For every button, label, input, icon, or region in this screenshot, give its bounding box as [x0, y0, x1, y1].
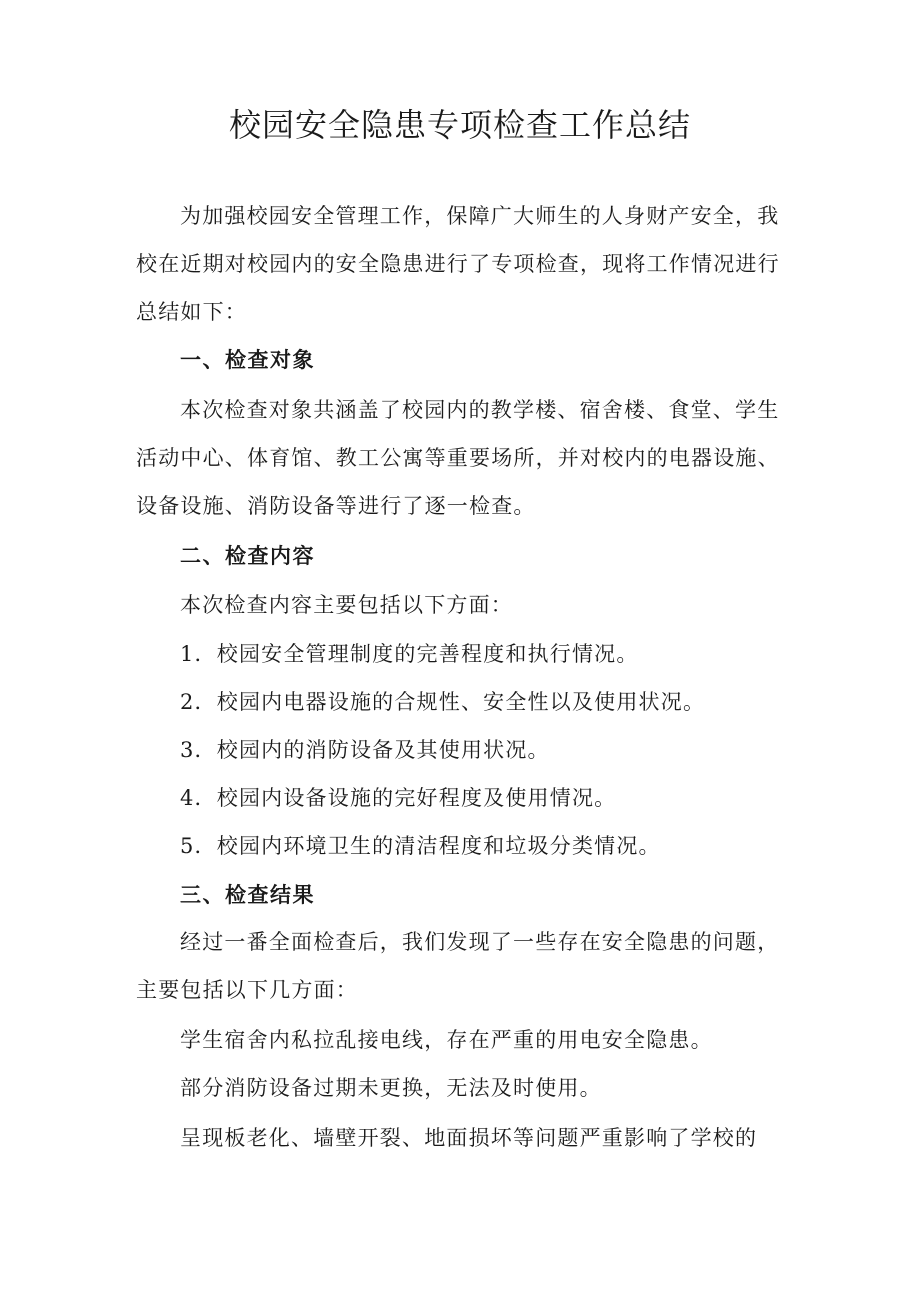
section1-paragraph: 本次检查对象共涵盖了校园内的教学楼、宿舍楼、食堂、学生活动中心、体育馆、教工公寓等重要场所，并对校内的电器设施、设备设施、消防设备等进行了逐一检查。	[136, 398, 780, 518]
finding-item: 呈现板老化、墙壁开裂、地面损坏等问题严重影响了学校的	[180, 1126, 758, 1150]
section-heading-3: 三、检查结果	[180, 883, 315, 907]
list-item: 5．校园内环境卫生的清洁程度和垃圾分类情况。	[180, 834, 661, 858]
intro-paragraph: 为加强校园安全管理工作，保障广大师生的人身财产安全，我校在近期对校园内的安全隐患进行了专项检查，现将工作情况进行总结如下：	[136, 204, 780, 324]
document-title: 校园安全隐患专项检查工作总结	[228, 106, 691, 144]
section-heading-2: 二、检查内容	[180, 544, 315, 568]
list-item: 1．校园安全管理制度的完善程度和执行情况。	[180, 642, 639, 666]
finding-item: 部分消防设备过期未更换，无法及时使用。	[180, 1076, 602, 1100]
list-item: 4．校园内设备设施的完好程度及使用情况。	[180, 786, 617, 810]
section3-lead: 经过一番全面检查后，我们发现了一些存在安全隐患的问题，主要包括以下几方面：	[136, 930, 780, 1002]
section2-lead: 本次检查内容主要包括以下方面：	[180, 593, 513, 617]
finding-item: 学生宿舍内私拉乱接电线，存在严重的用电安全隐患。	[180, 1028, 713, 1052]
section-heading-1: 一、检查对象	[180, 348, 315, 372]
list-item: 3．校园内的消防设备及其使用状况。	[180, 738, 550, 762]
list-item: 2．校园内电器设施的合规性、安全性以及使用状况。	[180, 690, 706, 714]
